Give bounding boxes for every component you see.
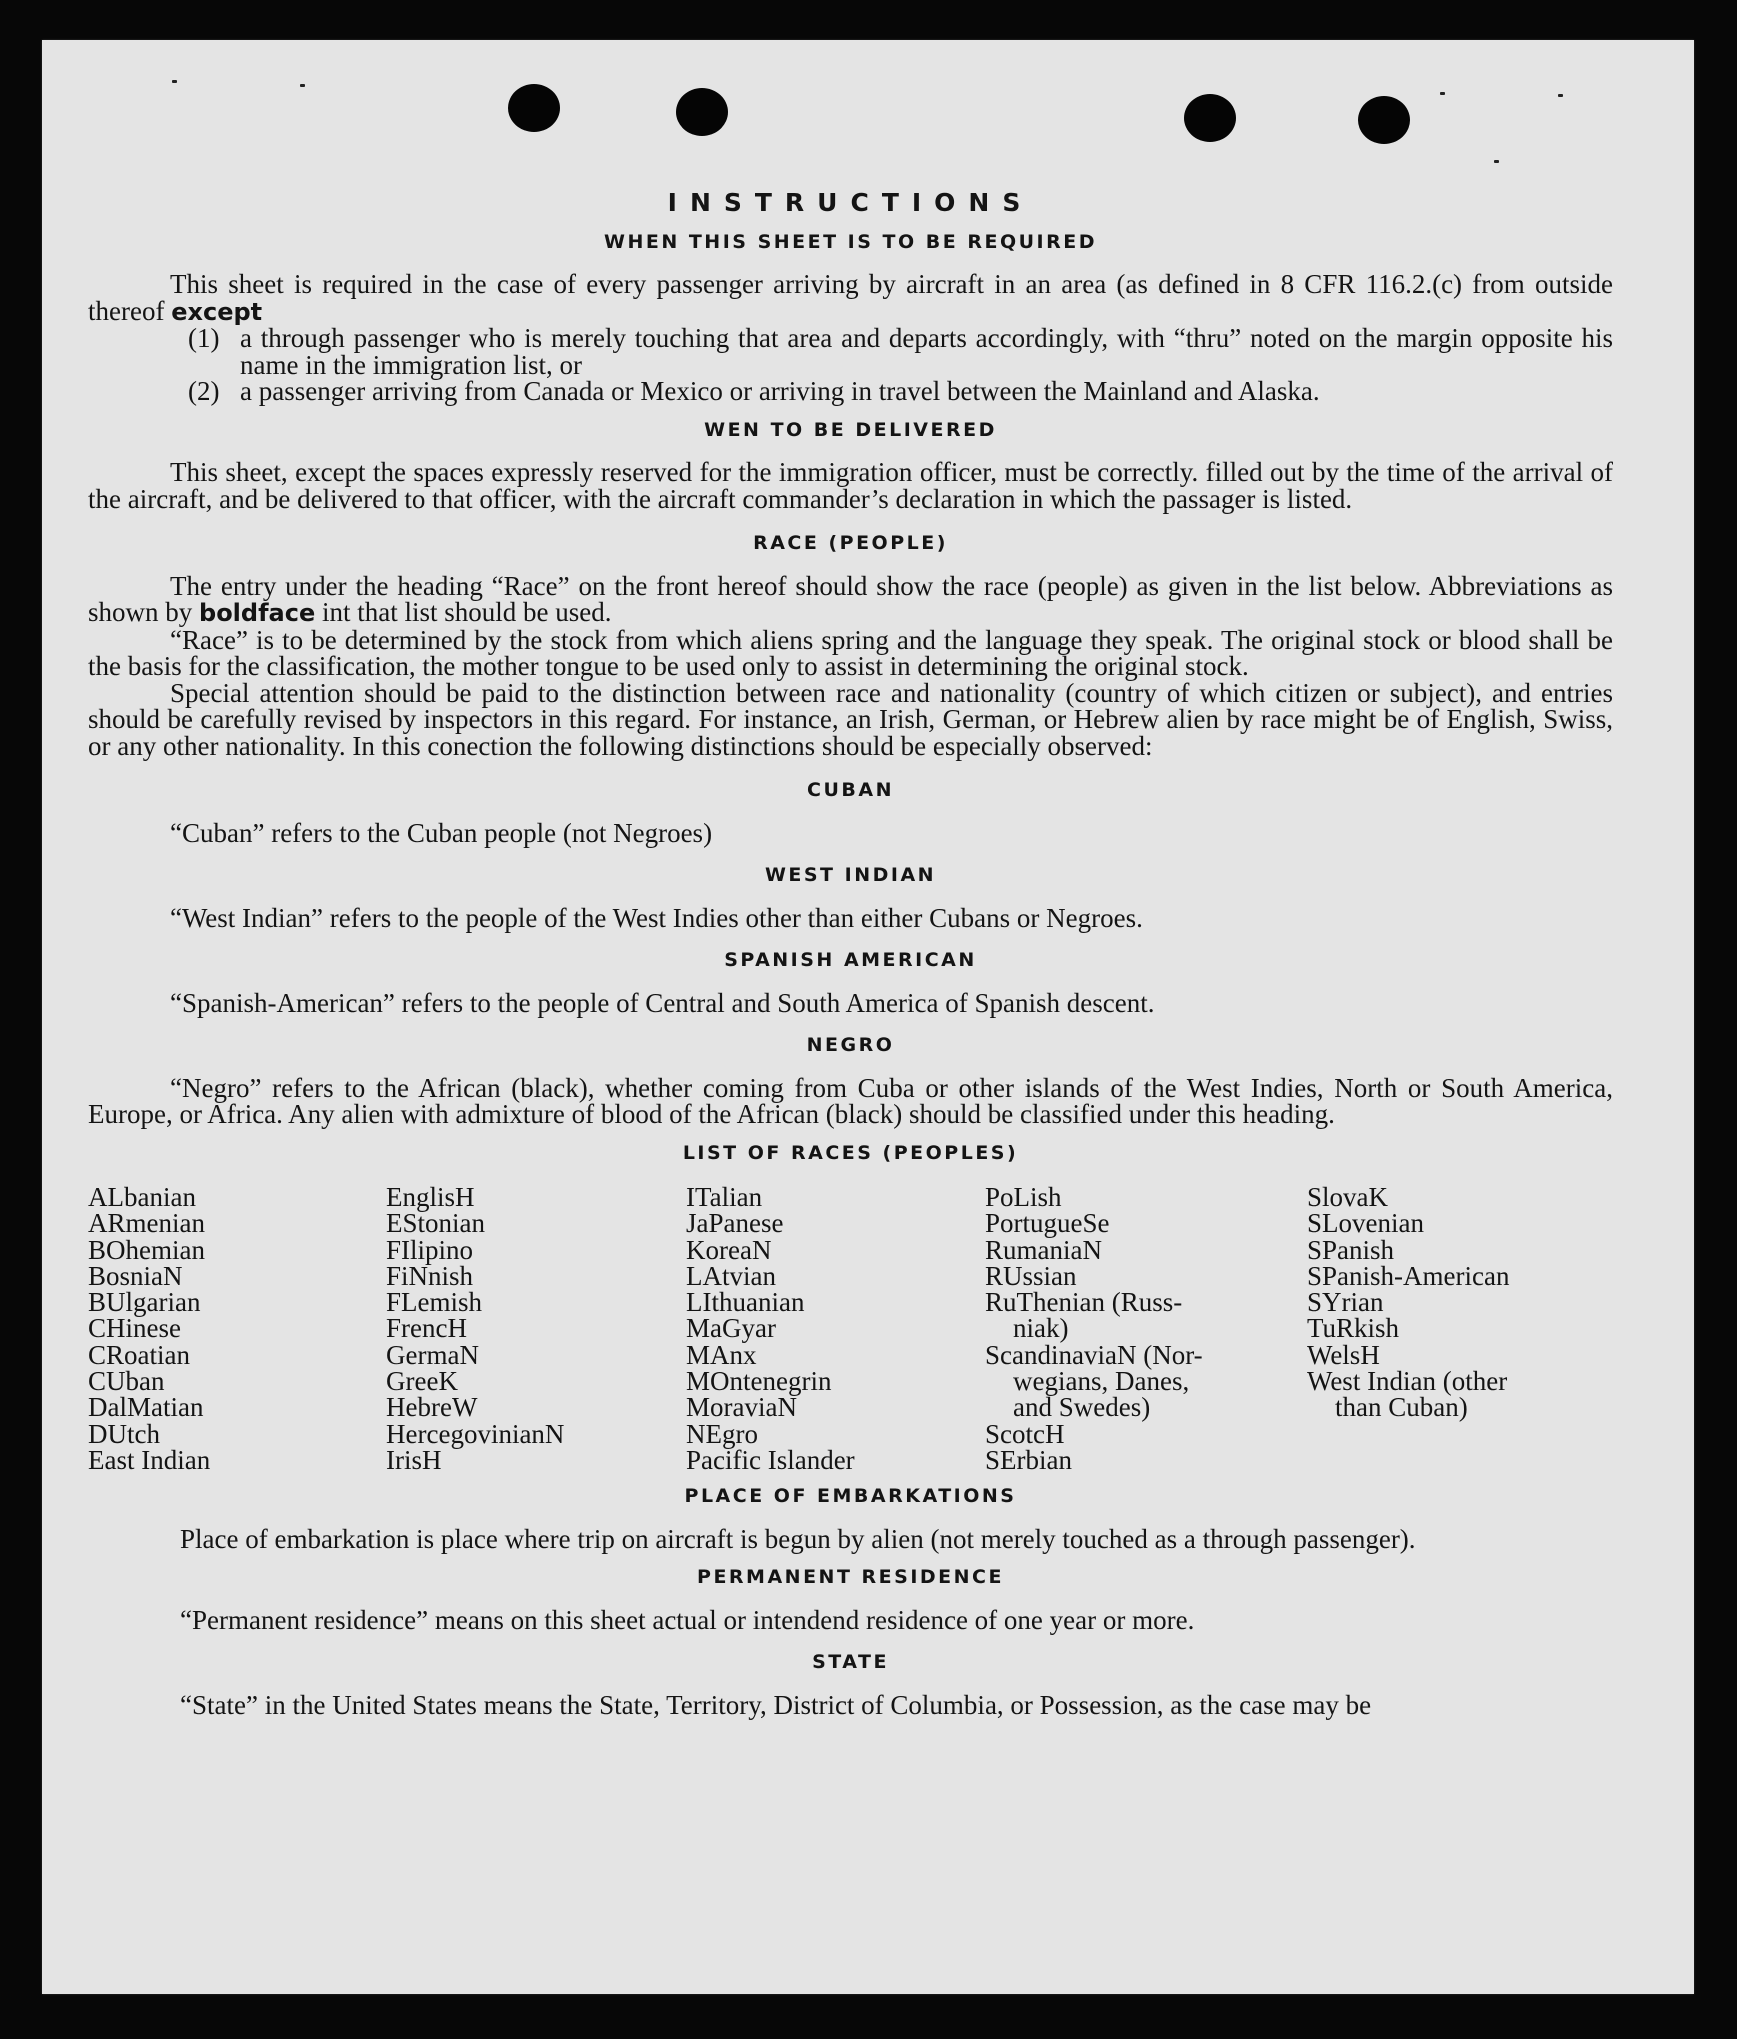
- list-item: PortugueSe: [985, 1208, 1110, 1239]
- list-item: BOhemian: [88, 1234, 205, 1265]
- list-item: PoLish: [985, 1182, 1062, 1212]
- section-heading-negro: NEGRO: [806, 1034, 895, 1056]
- exceptions-list: [88, 325, 1613, 405]
- list-item: SPanish: [1307, 1234, 1395, 1265]
- list-item: EnglisH: [386, 1182, 475, 1212]
- state-text: “State” in the United States means the State, Territory, District of Columbia, or Possession, as the case may be: [180, 1689, 1372, 1720]
- dust-speck: [1558, 94, 1563, 97]
- list-item: CUban: [88, 1366, 165, 1397]
- list-item: RumaniaN: [985, 1234, 1102, 1265]
- section-heading-race: RACE (PEOPLE): [753, 532, 948, 554]
- list-item: FiNnish: [386, 1260, 474, 1291]
- list-item: NEgro: [686, 1418, 758, 1449]
- list-item: FIlipino: [386, 1234, 474, 1265]
- list-item: SPanish-American: [1307, 1260, 1510, 1291]
- list-item: ITalian: [686, 1182, 763, 1212]
- list-item: BosniaN: [88, 1260, 183, 1291]
- delivered-text: This sheet, except the spaces expressly reserved for the immigration officer, must be correctly. filled out by the time of the arrival of the aircraft, and be delivered to that officer, with the aircraft commander’s declaration in which the passager is listed.: [88, 457, 1613, 514]
- list-item: DalMatian: [88, 1392, 204, 1423]
- section-heading-state: STATE: [812, 1651, 889, 1674]
- list-item: JaPanese: [686, 1208, 784, 1239]
- section-heading-spanish-american: SPANISH AMERICAN: [724, 949, 977, 971]
- list-item: than Cuban): [1335, 1392, 1468, 1423]
- list-item: FrencH: [386, 1313, 467, 1344]
- list-item: ALbanian: [88, 1182, 196, 1212]
- dust-speck: [172, 80, 177, 83]
- document-page: [42, 40, 1694, 1994]
- list-item: CHinese: [88, 1313, 181, 1344]
- list-item: GreeK: [386, 1366, 458, 1397]
- list-item: wegians, Danes,: [1013, 1366, 1190, 1397]
- list-item: ARmenian: [88, 1208, 205, 1239]
- races-column-2: [386, 1184, 686, 1473]
- section-heading-embarkation: PLACE OF EMBARKATIONS: [684, 1485, 1017, 1508]
- list-item: (1) a through passenger who is merely touching that area and departs accordingly, with “thru” noted on the margin opposite his name in the immigration list, or: [188, 323, 1613, 380]
- list-item: IrisH: [386, 1444, 442, 1475]
- list-item: SErbian: [985, 1444, 1072, 1475]
- cuban-text: “Cuban” refers to the Cuban people (not Negroes): [170, 817, 713, 848]
- list-item: KoreaN: [686, 1234, 772, 1265]
- list-item: West Indian (other: [1307, 1366, 1508, 1397]
- list-item: GermaN: [386, 1339, 479, 1370]
- west-indian-text: “West Indian” refers to the people of the West Indies other than either Cubans or Negroes.: [170, 902, 1143, 933]
- list-item: MOntenegrin: [686, 1366, 832, 1397]
- instructions-body: [88, 180, 1613, 1718]
- list-item: LIthuanian: [686, 1287, 805, 1318]
- section-heading-west-indian: WEST INDIAN: [764, 864, 937, 886]
- list-item: MoraviaN: [686, 1392, 797, 1423]
- list-item: CRoatian: [88, 1339, 190, 1370]
- required-intro: This sheet is required in the case of every passenger arriving by aircraft in an area (as defined in 8 CFR 116.2.(c) from outside thereof except: [88, 269, 1613, 326]
- negro-text: “Negro” refers to the African (black), whether coming from Cuba or other islands of the West Indies, North or South America, Europe, or Africa. Any alien with admixture of blood of the African (black) should be classified under this heading.: [88, 1072, 1613, 1129]
- punch-hole: [676, 88, 728, 136]
- list-item: (2) a passenger arriving from Canada or Mexico or arriving in travel between the Mainland and Alaska.: [188, 376, 1320, 406]
- list-item: MAnx: [686, 1339, 757, 1370]
- section-heading-required: WHEN THIS SHEET IS TO BE REQUIRED: [603, 230, 1097, 253]
- punch-hole: [1184, 94, 1236, 142]
- list-item: niak): [1013, 1313, 1069, 1344]
- race-paragraph-3: Special attention should be paid to the distinction between race and nationality (country of which citizen or subject), and entries should be carefully revised by inspectors in this regard. For instance, an Irish, German, or Hebrew alien by race might be of English, Swiss, or any other nationality. In this conection the following distinctions should be especially observed:: [88, 677, 1613, 761]
- list-item: SYrian: [1307, 1287, 1384, 1318]
- dust-speck: [1494, 160, 1499, 163]
- races-column-1: [88, 1184, 386, 1473]
- dust-speck: [300, 84, 305, 87]
- list-item: Pacific Islander: [686, 1444, 855, 1475]
- residence-text: “Permanent residence” means on this sheet actual or intendend residence of one year or more.: [180, 1604, 1195, 1635]
- list-item: East Indian: [88, 1444, 211, 1475]
- list-item: WelsH: [1307, 1339, 1380, 1370]
- list-item: HercegovinianN: [386, 1418, 565, 1449]
- embarkation-text: Place of embarkation is place where trip on aircraft is begun by alien (not merely touched as a through passenger).: [180, 1523, 1416, 1554]
- section-heading-cuban: CUBAN: [807, 779, 894, 801]
- list-item: RuThenian (Russ-: [985, 1287, 1183, 1318]
- dust-speck: [1440, 92, 1445, 95]
- races-table: [88, 1184, 1613, 1473]
- punch-hole: [508, 84, 560, 132]
- list-item: TuRkish: [1307, 1313, 1400, 1344]
- races-column-4: [985, 1184, 1307, 1473]
- list-item: EStonian: [386, 1208, 485, 1239]
- list-item: HebreW: [386, 1392, 478, 1423]
- page-title: INSTRUCTIONS: [667, 188, 1034, 217]
- list-item: MaGyar: [686, 1313, 776, 1344]
- punch-hole: [1358, 96, 1410, 144]
- race-paragraph-2: “Race” is to be determined by the stock from which aliens spring and the language they speak. The original stock or blood shall be the basis for the classification, the mother tongue to be used only to assist in determining the original stock.: [88, 624, 1613, 681]
- list-item: SlovaK: [1307, 1182, 1388, 1212]
- list-item: SLovenian: [1307, 1208, 1424, 1239]
- list-item: DUtch: [88, 1418, 160, 1449]
- race-paragraph-1: The entry under the heading “Race” on the front hereof should show the race (people) as given in the list below. Abbreviations as shown by boldface int that list should be used.: [88, 570, 1613, 627]
- list-item: BUlgarian: [88, 1287, 201, 1318]
- list-item: LAtvian: [686, 1260, 776, 1291]
- section-heading-delivered: WEN TO BE DELIVERED: [704, 418, 997, 441]
- list-item: ScotcH: [985, 1418, 1065, 1449]
- section-heading-residence: PERMANENT RESIDENCE: [697, 1566, 1004, 1589]
- races-column-5: [1307, 1184, 1597, 1473]
- races-column-3: [686, 1184, 985, 1473]
- spanish-american-text: “Spanish-American” refers to the people of Central and South America of Spanish descent.: [170, 987, 1155, 1018]
- list-item: and Swedes): [1013, 1392, 1151, 1423]
- list-item: RUssian: [985, 1260, 1077, 1291]
- section-heading-list-of-races: LIST OF RACES (PEOPLES): [682, 1141, 1019, 1164]
- list-item: ScandinaviaN (Nor-: [985, 1339, 1203, 1370]
- list-item: FLemish: [386, 1287, 483, 1318]
